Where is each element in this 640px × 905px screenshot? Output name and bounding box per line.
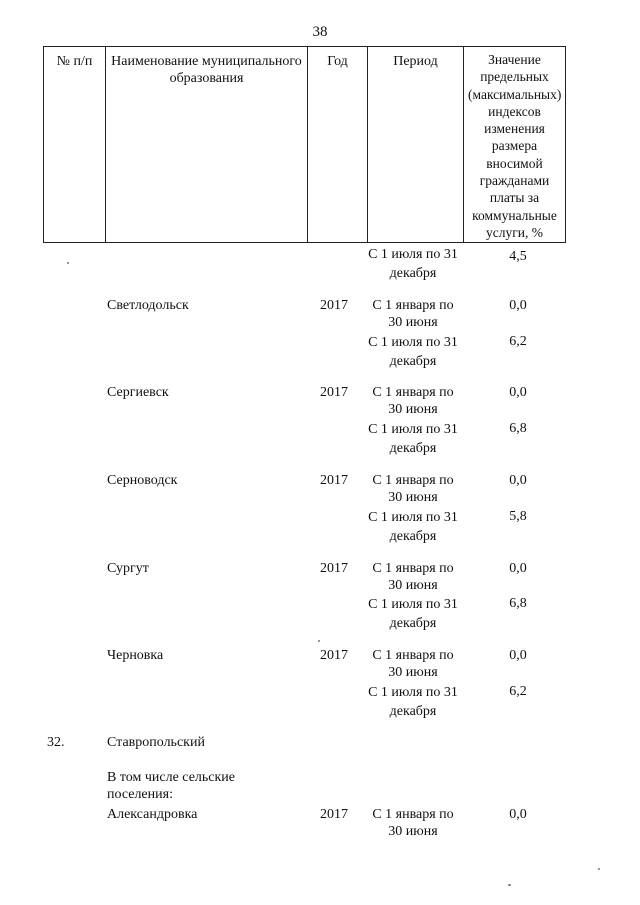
header-value: Значение предельных (максимальных) индексов изменения размера вносимой гражданами платы за коммунальные услуги, %: [468, 52, 562, 240]
table-row-period: С 1 января по 30 июня: [372, 385, 454, 417]
subheading: В том числе сельские поселения:: [107, 770, 236, 802]
table-row-name: Сургут: [107, 561, 149, 576]
scan-speck: [508, 884, 511, 886]
table-row-year: 2017: [320, 561, 348, 576]
scan-speck: [318, 640, 320, 642]
table-row-name: Черновка: [107, 648, 164, 663]
table-row-value: 4,5: [509, 249, 527, 264]
table-row-value: 0,0: [509, 385, 527, 400]
section-name: Ставропольский: [107, 735, 205, 750]
table-row-value: 6,8: [509, 421, 527, 436]
table-row-period: С 1 июля по 31 декабря: [368, 422, 458, 456]
table-row-period: С 1 января по 30 июня: [372, 298, 454, 330]
scan-speck: [67, 262, 69, 264]
table-row-value: 5,8: [509, 509, 527, 524]
header-num: № п/п: [44, 47, 106, 242]
table-row-value: 6,8: [509, 596, 527, 611]
table-header: [43, 46, 566, 243]
table-row-period: С 1 июля по 31 декабря: [368, 247, 458, 281]
table-row-period: С 1 июля по 31 декабря: [368, 597, 458, 631]
table-row-name: Сергиевск: [107, 385, 169, 400]
table-row-value: 0,0: [509, 648, 527, 663]
table-row-period: С 1 июля по 31 декабря: [368, 685, 458, 719]
table-row-period: С 1 января по 30 июня: [372, 473, 454, 505]
table-row-name: Серноводск: [107, 473, 178, 488]
table-row-year: 2017: [320, 648, 348, 663]
scan-speck: [598, 868, 600, 870]
section-number: 32.: [47, 735, 65, 750]
table-row-name: Александровка: [107, 807, 198, 822]
table-row-year: 2017: [320, 807, 348, 822]
table-row-year: 2017: [320, 385, 348, 400]
page-number: 38: [312, 24, 328, 40]
table-row-value: 6,2: [509, 334, 527, 349]
table-row-year: 2017: [320, 298, 348, 313]
table-row-name: Светлодольск: [107, 298, 189, 313]
table-row-period: С 1 июля по 31 декабря: [368, 510, 458, 544]
table-row-value: 0,0: [509, 473, 527, 488]
table-row-value: 0,0: [509, 561, 527, 576]
header-period: Период: [368, 47, 464, 242]
table-row-period: С 1 июля по 31 декабря: [368, 335, 458, 369]
table-row-value: 0,0: [509, 807, 527, 822]
table-row-period: С 1 января по 30 июня: [372, 561, 454, 593]
table-row-year: 2017: [320, 473, 348, 488]
table-row-value: 0,0: [509, 298, 527, 313]
header-year: Год: [308, 47, 368, 242]
table-row-value: 6,2: [509, 684, 527, 699]
table-row-period: С 1 января по 30 июня: [372, 807, 454, 839]
header-name: Наименование муниципального образования: [106, 47, 308, 242]
table-row-period: С 1 января по 30 июня: [372, 648, 454, 680]
